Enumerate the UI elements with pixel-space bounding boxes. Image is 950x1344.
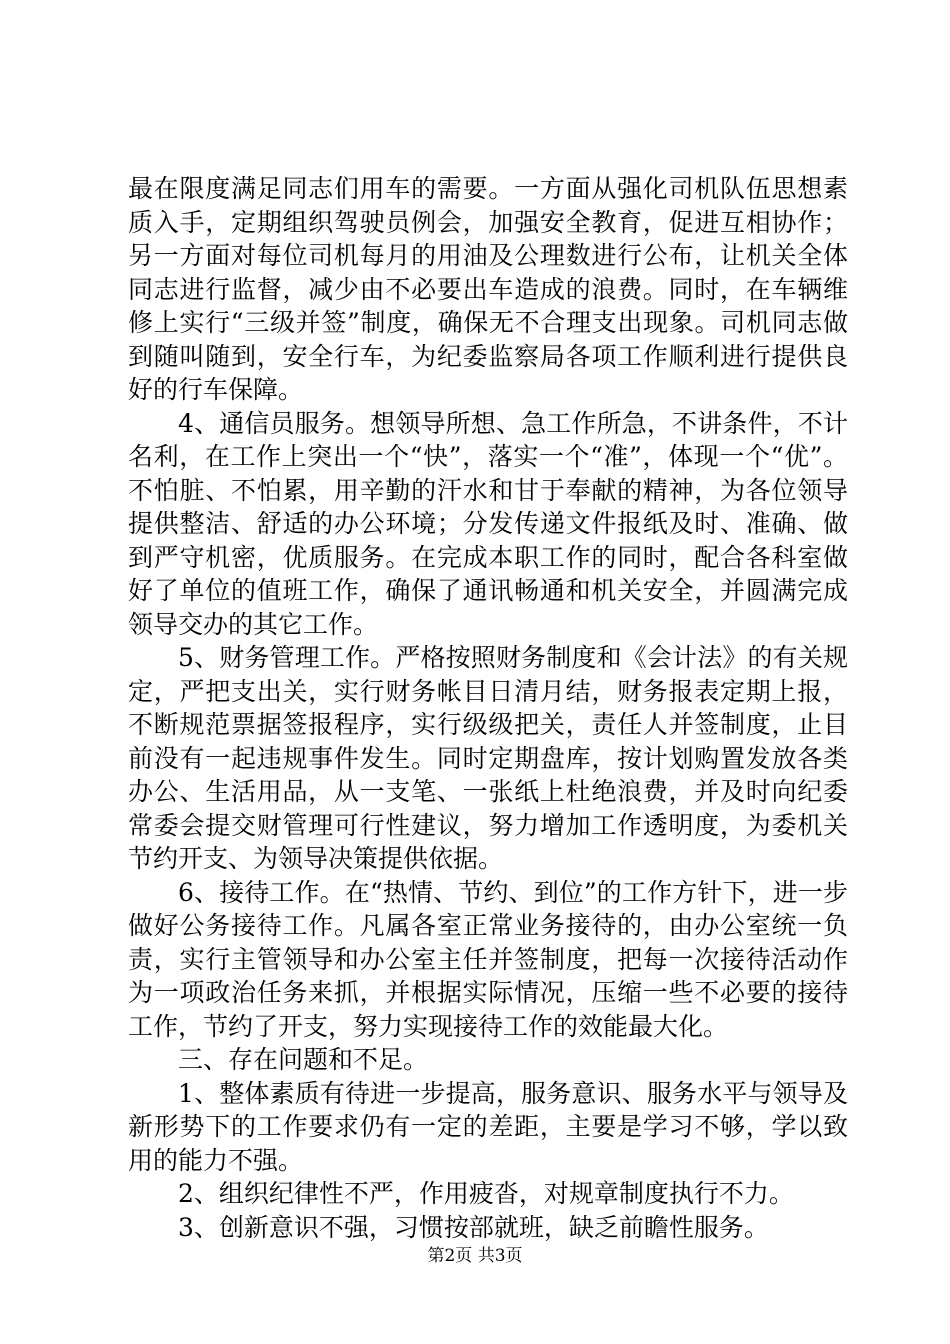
paragraph-problem-1: 1、整体素质有待进一步提高，服务意识、服务水平与领导及新形势下的工作要求仍有一定的差距，主要是学习不够，学以致用的能力不强。	[128, 1078, 848, 1175]
page-number-footer: 第2页 共3页	[427, 1246, 523, 1266]
paragraph-messenger-service: 4、通信员服务。想领导所想、急工作所急，不讲条件，不计名利，在工作上突出一个“快”，落实一个“准”，体现一个“优”。不怕脏、不怕累，用辛勤的汗水和甘于奉献的精神，为各位领导提供整洁、舒适的办公环境；分发传递文件报纸及时、准确、做到严守机密，优质服务。在完成本职工作的同时，配合各科室做好了单位的值班工作，确保了通讯畅通和机关安全，并圆满完成领导交办的其它工作。	[128, 408, 848, 639]
paragraph-vehicle-service: 最在限度满足同志们用车的需要。一方面从强化司机队伍思想素质入手，定期组织驾驶员例会，加强安全教育，促进互相协作；另一方面对每位司机每月的用油及公理数进行公布，让机关全体同志进行监督，减少由不必要出车造成的浪费。同时，在车辆维修上实行“三级并签”制度，确保无不合理支出现象。司机同志做到随叫随到，安全行车，为纪委监察局各项工作顺利进行提供良好的行车保障。	[128, 174, 848, 404]
paragraph-problem-2: 2、组织纪律性不严，作用疲沓，对规章制度执行不力。	[178, 1179, 794, 1208]
paragraph-finance-management: 5、财务管理工作。严格按照财务制度和《会计法》的有关规定，严把支出关，实行财务帐目日清月结，财务报表定期上报，不断规范票据签报程序，实行级级把关，责任人并签制度，止目前没有一起违规事件发生。同时定期盘库，按计划购置发放各类办公、生活用品，从一支笔、一张纸上杜绝浪费，并及时向纪委常委会提交财管理可行性建议，努力增加工作透明度，为委机关节约开支、为领导决策提供依据。	[128, 643, 848, 873]
paragraph-reception-work: 6、接待工作。在“热情、节约、到位”的工作方针下，进一步做好公务接待工作。凡属各室正常业务接待的，由办公室统一负责，实行主管领导和办公室主任并签制度，把每一次接待活动作为一项政治任务来抓，并根据实际情况，压缩一些不必要的接待工作，节约了开支，努力实现接待工作的效能最大化。	[128, 877, 848, 1041]
document-body	[128, 172, 848, 1244]
section-heading-problems: 三、存在问题和不足。	[178, 1045, 429, 1074]
paragraph-problem-3: 3、创新意识不强，习惯按部就班，缺乏前瞻性服务。	[178, 1212, 769, 1242]
